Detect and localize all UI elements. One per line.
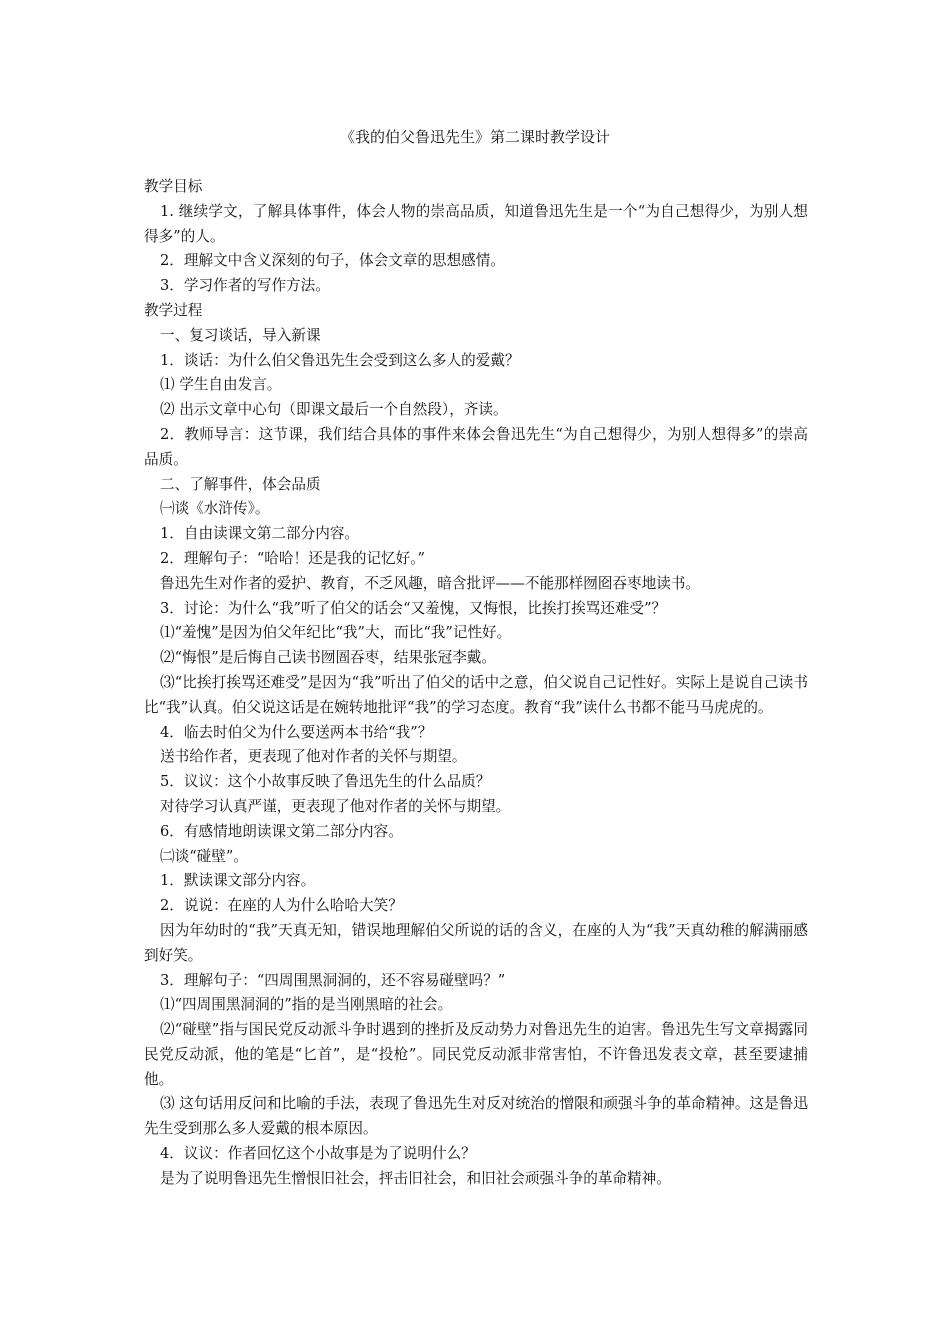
paragraph: ⑴“四周围黑洞洞的”指的是当刚黑暗的社会。 (160, 996, 453, 1014)
paragraph: 3．学习作者的写作方法。 (160, 277, 330, 295)
paragraph: 5．议议：这个小故事反映了鲁迅先生的什么品质？ (160, 773, 491, 791)
paragraph: 3．理解句子：“四周围黑洞洞的，还不容易碰壁吗？” (160, 971, 506, 989)
paragraph: 1．默读课文部分内容。 (160, 872, 316, 890)
paragraph: 对待学习认真严谨，更表现了他对作者的关怀与期望。 (160, 797, 511, 815)
paragraph: 6．有感情地朗读课文第二部分内容。 (160, 822, 403, 840)
paragraph: 2．理解句子：“哈哈！还是我的记忆好。” (160, 549, 426, 567)
paragraph: 4．议议：作者回忆这个小故事是为了说明什么？ (160, 1145, 476, 1163)
paragraph: 一、复习谈话，导入新课 (160, 326, 321, 344)
paragraph: ⑴“羞愧”是因为伯父年纪比“我”大，而比“我”记性好。 (160, 624, 512, 642)
paragraph: 1. 继续学文，了解具体事件，体会人物的崇高品质，知道鲁迅先生是一个“为自己想得少，为别人想得多”的人。 (144, 202, 808, 245)
paragraph: 是为了说明鲁迅先生憎恨旧社会，抨击旧社会，和旧社会顽强斗争的革命精神。 (160, 1169, 671, 1187)
paragraph: 4．临去时伯父为什么要送两本书给“我”？ (160, 723, 433, 741)
paragraph: ㈡谈“碰壁”。 (160, 847, 248, 865)
paragraph: 二、了解事件，体会品质 (160, 475, 321, 493)
paragraph: 3．讨论：为什么“我”听了伯父的话会“又羞愧，又悔恨，比挨打挨骂还难受”？ (160, 599, 667, 617)
paragraph: 2．理解文中含义深刻的句子，体会文章的思想感情。 (160, 252, 505, 270)
paragraph: 鲁迅先生对作者的爱护、教育，不乏风趣，暗含批评——不能那样囫囵吞枣地读书。 (160, 574, 700, 592)
document-title: 《我的伯父鲁迅先生》第二课时教学设计 (339, 128, 610, 146)
paragraph: 2．说说：在座的人为什么哈哈大笑？ (160, 897, 403, 915)
paragraph: 1．自由读课文第二部分内容。 (160, 525, 360, 543)
paragraph: ⑵“碰壁”指与国民党反动派斗争时遇到的挫折及反动势力对鲁迅先生的迫害。鲁迅先生写文章揭露同民党反动派，他的笔是“匕首”，是“投枪”。同民党反动派非常害怕，不许鲁迅发表文章，甚至要逮捕他。 (144, 1021, 808, 1088)
paragraph: 教学过程 (144, 301, 203, 319)
paragraph: ⑶ 这句话用反问和比喻的手法，表现了鲁迅先生对反对统治的憎限和顽强斗争的革命精神。这是鲁迅先生受到那么多人爱戴的根本原因。 (144, 1095, 808, 1138)
paragraph: 因为年幼时的“我”天真无知，错误地理解伯父所说的话的含义，在座的人为“我”天真幼稚的解满丽感到好笑。 (144, 921, 808, 964)
paragraph: ⑶“比挨打挨骂还难受”是因为“我”听出了伯父的话中之意，伯父说自己记性好。实际上是说自己读书比“我”认真。伯父说这话是在婉转地批评“我”的学习态度。教育“我”读什么书都不能马马虎虎的。 (144, 673, 808, 716)
paragraph: ㈠谈《水浒传》。 (160, 500, 270, 518)
document-body (144, 175, 808, 1192)
paragraph: ⑴ 学生自由发言。 (160, 376, 282, 394)
paragraph: 1．谈话：为什么伯父鲁迅先生会受到这么多人的爱戴？ (160, 351, 520, 369)
paragraph: 2．教师导言：这节课，我们结合具体的事件来体会鲁迅先生“为自己想得少，为别人想得多”的崇高品质。 (144, 425, 808, 468)
paragraph: ⑵ 出示文章中心句（即课文最后一个自然段），齐读。 (160, 401, 508, 419)
paragraph: 教学目标 (144, 178, 203, 195)
paragraph: ⑵“悔恨”是后悔自己读书囫圄吞枣，结果张冠李戴。 (160, 649, 496, 667)
paragraph: 送书给作者，更表现了他对作者的关怀与期望。 (160, 748, 467, 766)
